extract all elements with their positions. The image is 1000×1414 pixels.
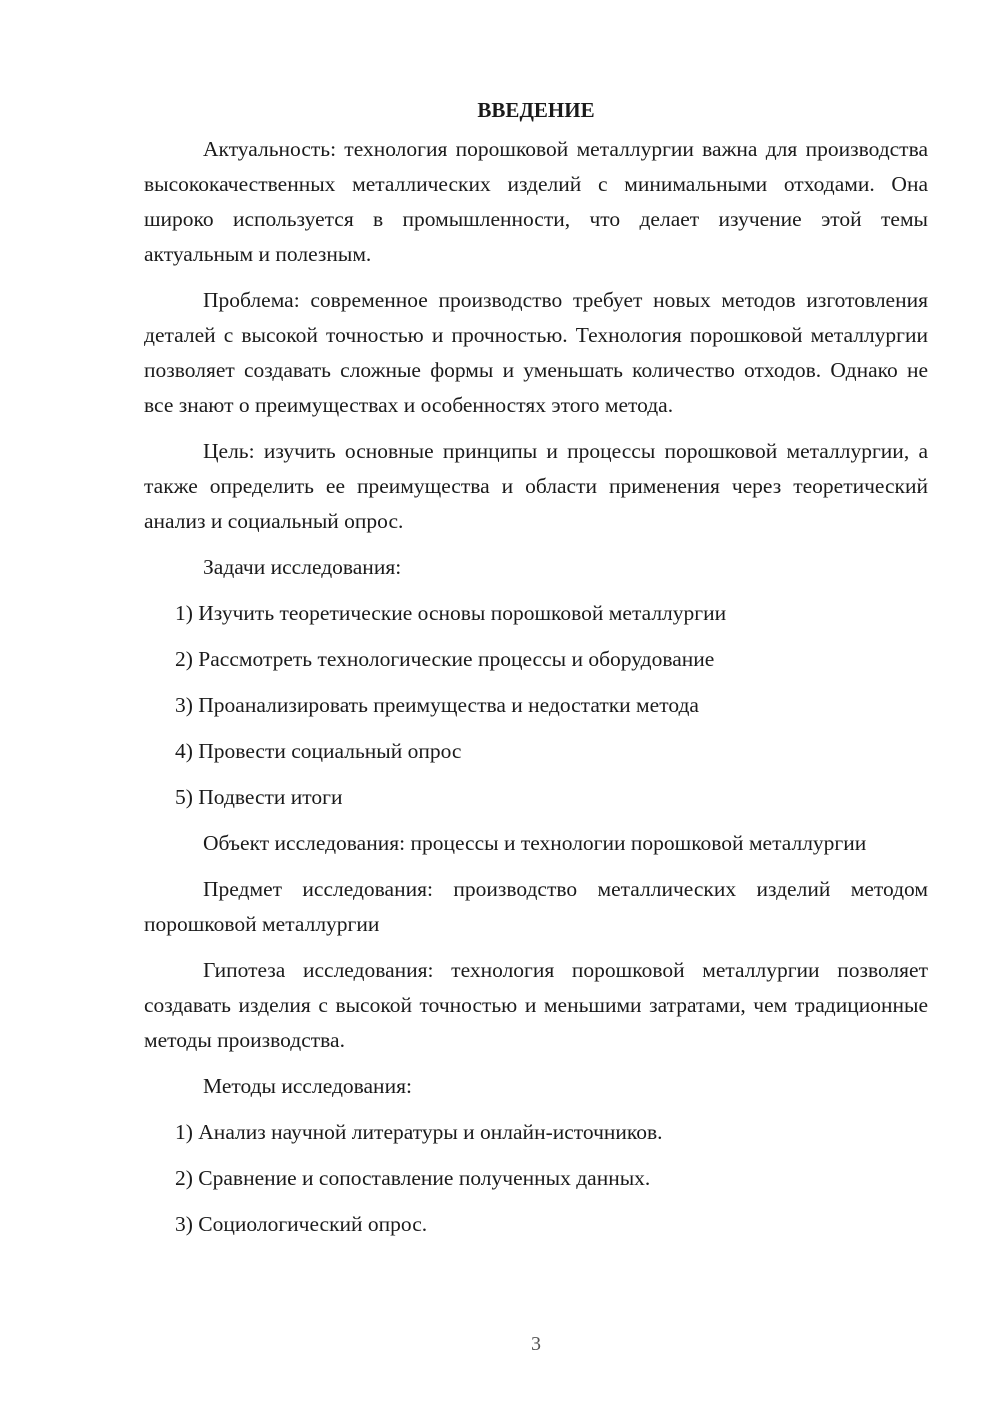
subject-paragraph: Предмет исследования: производство металлических изделий методом порошковой металлургии <box>144 877 928 936</box>
hypothesis-paragraph: Гипотеза исследования: технология порошковой металлургии позволяет создавать изделия с высокой точностью и меньшими затратами, чем традиционные методы производства. <box>144 958 928 1052</box>
list-item: 3) Социологический опрос. <box>175 1212 428 1236</box>
methods-title: Методы исследования: <box>203 1074 412 1098</box>
problem-paragraph: Проблема: современное производство требует новых методов изготовления деталей с высокой точностью и прочностью. Технология порошковой металлургии позволяет создавать сложные формы и уменьшать количество отходов. Однако не все знают о преимуществах и особенностях этого метода. <box>144 288 928 417</box>
page-number: 3 <box>531 1333 541 1355</box>
methods-list <box>144 1115 928 1242</box>
list-item: 2) Рассмотреть технологические процессы и оборудование <box>175 647 715 671</box>
list-item: 2) Сравнение и сопоставление полученных данных. <box>175 1166 651 1190</box>
page-title: ВВЕДЕНИЕ <box>477 98 595 122</box>
list-item: 1) Изучить теоретические основы порошковой металлургии <box>175 601 727 625</box>
list-item: 4) Провести социальный опрос <box>175 739 462 763</box>
tasks-list <box>144 596 928 815</box>
list-item: 3) Проанализировать преимущества и недостатки метода <box>175 693 699 717</box>
tasks-title: Задачи исследования: <box>203 555 402 579</box>
document-page <box>144 92 928 1253</box>
list-item: 5) Подвести итоги <box>175 785 343 809</box>
list-item: 1) Анализ научной литературы и онлайн-источников. <box>175 1120 663 1144</box>
object-paragraph: Объект исследования: процессы и технологии порошковой металлургии <box>203 831 867 855</box>
goal-paragraph: Цель: изучить основные принципы и процессы порошковой металлургии, а также определить ее преимущества и области применения через теоретический анализ и социальный опрос. <box>144 439 928 533</box>
relevance-paragraph: Актуальность: технология порошковой металлургии важна для производства высококачественных металлических изделий с минимальными отходами. Она широко используется в промышленности, что делает изучение этой темы актуальным и полезным. <box>144 137 928 266</box>
